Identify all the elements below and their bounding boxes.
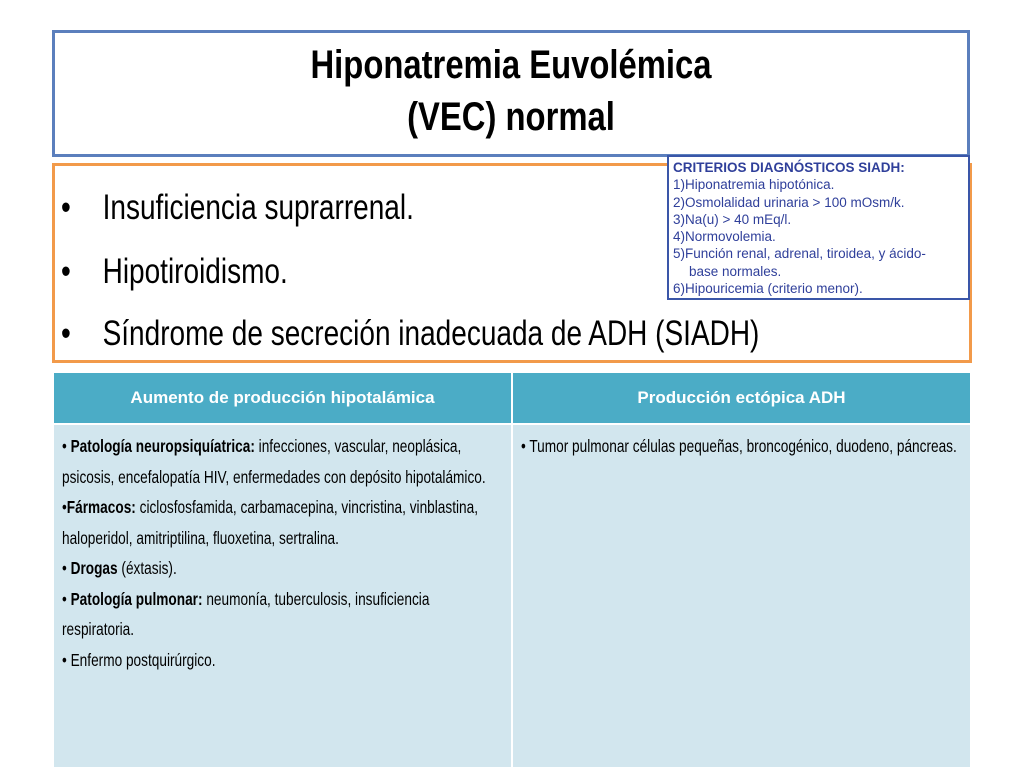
ectopic-causes-text: • Tumor pulmonar células pequeñas, broncogénico, duodeno, páncreas.	[521, 436, 957, 456]
entry-prefix: •	[62, 558, 71, 578]
slide-title-line-2: (VEC) normal	[407, 95, 615, 139]
entry-heading: Drogas	[70, 558, 118, 578]
criteria-item: 5)Función renal, adrenal, tiroidea, y ácido-	[673, 246, 926, 262]
bullet-dot: •	[61, 252, 71, 291]
entry-heading: Patología pulmonar:	[70, 588, 203, 609]
entry-text: infecciones, vascular, neoplásica, psicosis, encefalopatía HIV, enfermedades con depósito hipotalámico.	[62, 436, 486, 487]
entry-heading: Fármacos:	[66, 497, 136, 517]
entry-heading: Patología neuropsiquíatrica:	[70, 436, 255, 456]
criteria-item: 6)Hipouricemia (criterio menor).	[673, 281, 863, 297]
entry-prefix: •	[62, 436, 71, 456]
entry-text: Enfermo postquirúrgico.	[70, 649, 216, 670]
entry-text: (éxtasis).	[117, 558, 177, 578]
table-header-hypothalamic: Aumento de producción hipotalámica	[53, 372, 512, 424]
criteria-item: 2)Osmolalidad urinaria > 100 mOsm/k.	[673, 194, 905, 210]
table-header-ectopic: Producción ectópica ADH	[512, 372, 971, 424]
criteria-item: 4)Normovolemia.	[673, 229, 776, 245]
siadh-criteria-box	[667, 155, 970, 300]
hypothalamic-causes-text	[62, 431, 504, 675]
bullet-item	[61, 252, 288, 292]
table-header-row	[53, 372, 971, 424]
bullet-dot: •	[61, 188, 71, 227]
bullet-dot: •	[61, 314, 71, 353]
entry-prefix: •	[62, 588, 71, 609]
bullet-text: Hipotiroidismo.	[102, 252, 288, 291]
bullet-item	[61, 188, 414, 228]
slide-title-line-1: Hiponatremia Euvolémica	[310, 43, 712, 87]
table-cell-ectopic	[512, 424, 971, 768]
entry-prefix: •	[62, 497, 67, 517]
table-cell-hypothalamic	[53, 424, 512, 768]
bullet-text: Síndrome de secreción inadecuada de ADH (SIADH)	[102, 314, 760, 353]
siadh-causes-table	[52, 371, 972, 769]
bullet-text: Insuficiencia suprarrenal.	[102, 188, 414, 227]
criteria-item-continuation: base normales.	[689, 263, 782, 279]
criteria-item: 3)Na(u) > 40 mEq/l.	[673, 211, 792, 227]
bullet-item	[61, 314, 759, 354]
entry-text: ciclosfosfamida, carbamacepina, vincristina, vinblastina, haloperidol, amitriptilina, fluoxetina, sertralina.	[62, 497, 478, 548]
criteria-item: 1)Hiponatremia hipotónica.	[673, 177, 835, 193]
criteria-heading: CRITERIOS DIAGNÓSTICOS SIADH:	[673, 160, 905, 175]
table-row	[53, 424, 971, 768]
title-box	[52, 30, 970, 157]
entry-prefix: •	[62, 649, 71, 670]
entry-text: neumonía, tuberculosis, insuficiencia respiratoria.	[62, 588, 430, 639]
